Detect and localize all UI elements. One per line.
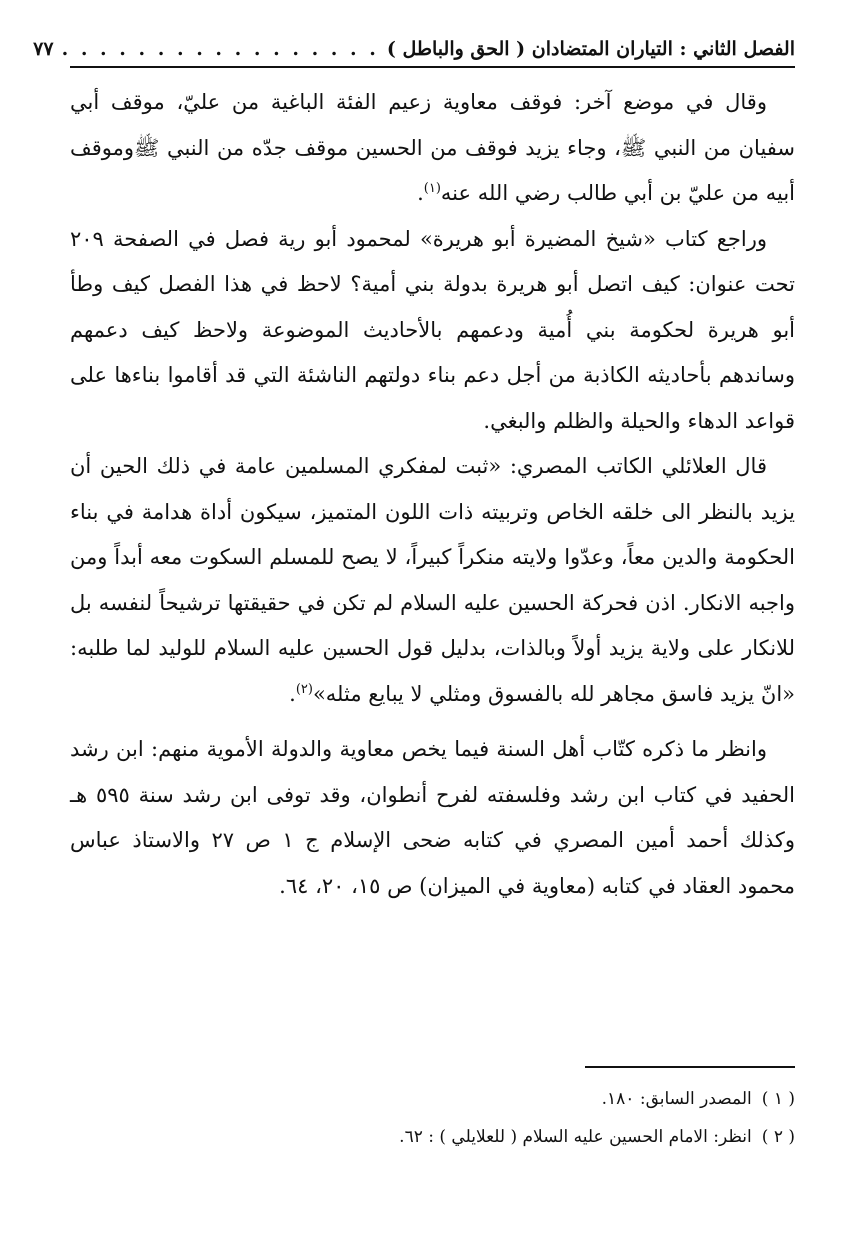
footnote-divider: [585, 1066, 795, 1068]
footnote-number: ( ١ ): [761, 1089, 795, 1109]
paragraph-end: .: [417, 181, 424, 205]
footnote-2: [70, 1118, 795, 1156]
paragraph-text: وقال في موضع آخر: فوقف معاوية زعيم الفئة الباغية من عليّ، موقف أبي سفيان من النبي ﷺ، وجاء يزيد فوقف من الحسين موقف جدّه من النبي ﷺوموقف أبيه من عليّ بن أبي طالب رضي الله عنه: [70, 90, 795, 205]
footnote-1: [70, 1080, 795, 1118]
paragraph-3: [70, 444, 795, 717]
footnote-ref-2: (٢): [295, 681, 313, 697]
footnote-number: ( ٢ ): [761, 1127, 795, 1147]
leader-dots: . . . . . . . . . . . . . . . . .: [61, 38, 379, 60]
running-header: [33, 34, 795, 64]
paragraph-1: [70, 80, 795, 217]
footnote-text: المصدر السابق: ١٨٠.: [601, 1089, 752, 1109]
chapter-title: الفصل الثاني : التياران المتضادان ( الحق والباطل ): [386, 38, 795, 60]
header-divider: [70, 66, 795, 68]
paragraph-2: [70, 217, 795, 445]
paragraph-4: [70, 727, 795, 909]
paragraph-text: وراجع كتاب «شيخ المضيرة أبو هريرة» لمحمود أبو رية فصل في الصفحة ٢٠٩ تحت عنوان: كيف اتصل أبو هريرة بدولة بني أمية؟ لاحظ في هذا الفصل كيف وطأ أبو هريرة لحكومة بني أُمية ودعمهم بالأحاديث الموضوعة ولاحظ كيف دعمهم وساندهم بأحاديثه الكاذبة من أجل دعم بناء دولتهم الناشئة التي قد أقاموا بناءها على قواعد الدهاء والحيلة والظلم والبغي.: [70, 226, 795, 433]
page-number: ٧٧: [33, 38, 54, 60]
footnote-text: انظر: الامام الحسين عليه السلام ( للعلايلي ) : ٦٢.: [399, 1127, 752, 1147]
footnotes: [70, 1080, 795, 1156]
paragraph-text: وانظر ما ذكره كتّاب أهل السنة فيما يخص معاوية والدولة الأموية منهم: ابن رشد الحفيد في كتاب ابن رشد وفلسفته لفرح أنطوان، وقد توفى ابن رشد سنة ٥٩٥ هـ وكذلك أحمد أمين المصري في كتابه ضحى الإسلام ج ١ ص ٢٧ والاستاذ عباس محمود العقاد في كتابه (معاوية في الميزان) ص ١٥، ٢٠، ٦٤.: [70, 737, 795, 898]
paragraph-end: .: [289, 681, 296, 706]
body-text: [70, 80, 795, 909]
paragraph-text: قال العلائلي الكاتب المصري: «ثبت لمفكري المسلمين عامة في ذلك الحين أن يزيد بالنظر الى خلقه الخاص وتربيته ذات اللون المتميز، سيكون أداة هدامة في بناء الحكومة والدين معاً، وعدّوا ولايته منكراً كبيراً، لا يصح للمسلم السكوت معه أبداً ومن واجبه الانكار. اذن فحركة الحسين عليه السلام لم تكن في حقيقتها ترشيحاً لنفسه بل للانكار على ولاية يزيد أولاً وبالذات، بدليل قول الحسين عليه السلام للوليد لما طلبه: «انّ يزيد فاسق مجاهر لله بالفسوق ومثلي لا يبايع مثله»: [70, 454, 795, 706]
footnote-ref-1: (١): [423, 181, 441, 196]
